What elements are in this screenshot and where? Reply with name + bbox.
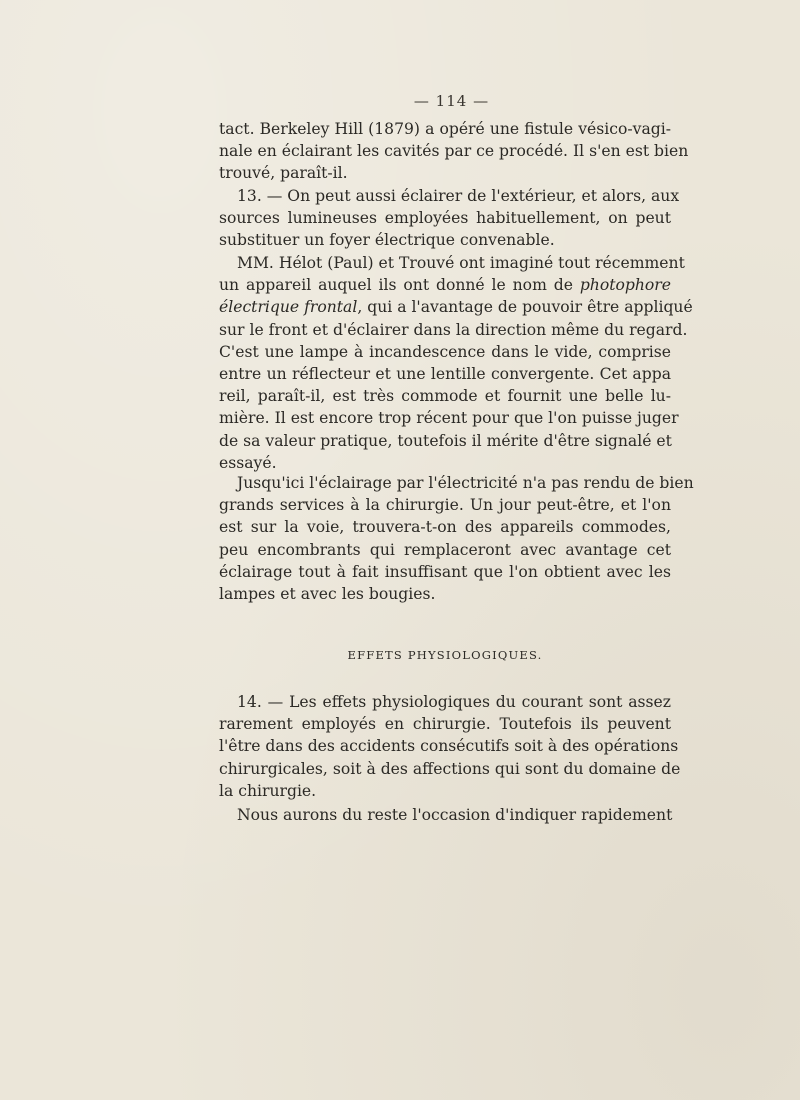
text-line: Nous aurons du reste l'occasion d'indiquer rapidement (237, 806, 673, 824)
text-line: substituer un foyer électrique convenable. (219, 231, 555, 250)
text-line: éclairage tout à fait insuffisant que l'on obtient avec les (219, 562, 671, 581)
paragraph-photophore (219, 252, 693, 474)
text-line: essayé. (219, 453, 277, 472)
text-line: est sur la voie, trouvera-t-on des appareils commodes, (219, 518, 671, 537)
text-line: chirurgicales, soit à des affections qui sont du domaine de (219, 759, 681, 778)
text-line: sur le front et d'éclairer dans la direction même du regard. (219, 320, 688, 339)
text-line: C'est une lampe à incandescence dans le vide, comprise (219, 342, 671, 361)
text-line: trouvé, paraît-il. (219, 164, 348, 183)
text-segment: un appareil auquel ils ont donné le nom de (219, 276, 580, 295)
text-line: grands services à la chirurgie. Un jour peut-être, et l'on (219, 496, 671, 515)
text-line: entre un réflecteur et une lentille convergente. Cet appa (219, 364, 671, 383)
text-line: MM. Hélot (Paul) et Trouvé ont imaginé tout récemment (237, 254, 685, 272)
paragraph-14 (219, 691, 681, 802)
text-line: 13. — On peut aussi éclairer de l'extérieur, et alors, aux (237, 187, 680, 205)
text-line: 14. — Les effets physiologiques du courant sont assez (237, 693, 671, 711)
text-line: mière. Il est encore trop récent pour que l'on puisse juger (219, 409, 679, 428)
text-line: la chirurgie. (219, 781, 317, 800)
paragraph-13 (219, 185, 680, 252)
paragraph-nous-aurons (219, 804, 671, 826)
section-heading: EFFETS PHYSIOLOGIQUES. (347, 648, 543, 662)
text-line: sources lumineuses employées habituellement, on peut (219, 209, 671, 228)
text-line: tact. Berkeley Hill (1879) a opéré une fistule vésico-vagi- (219, 120, 671, 138)
text-line: de sa valeur pratique, toutefois il mérite d'être signalé et (219, 431, 672, 450)
text-line: rarement employés en chirurgie. Toutefois ils peuvent (219, 715, 671, 734)
text-line (219, 296, 693, 318)
text-line: l'être dans des accidents consécutifs soit à des opérations (219, 737, 679, 756)
text-line: peu encombrants qui remplaceront avec avantage cet (219, 540, 671, 559)
text-line: reil, paraît-il, est très commode et fournit une belle lu- (219, 387, 671, 406)
text-segment: , qui a l'avantage de pouvoir être appliqué (357, 298, 693, 317)
paragraph-eclairage (219, 472, 694, 605)
text-line (219, 274, 671, 296)
page-number: — 114 — (413, 92, 490, 110)
text-line: lampes et avec les bougies. (219, 584, 436, 603)
paragraph-berkeley-hill (219, 118, 689, 185)
italic-term: électrique frontal (219, 298, 358, 317)
italic-term: photophore (579, 276, 671, 295)
text-line: nale en éclairant les cavités par ce procédé. Il s'en est bien (219, 142, 689, 161)
text-line: Jusqu'ici l'éclairage par l'électricité n'a pas rendu de bien (237, 474, 694, 492)
